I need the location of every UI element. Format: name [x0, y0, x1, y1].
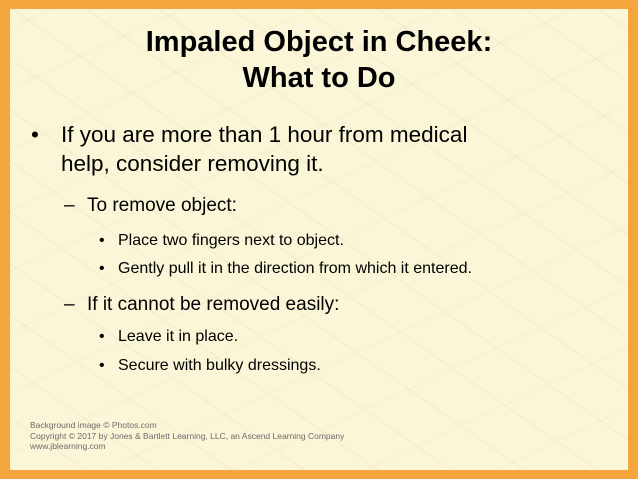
dash-marker: –: [64, 195, 75, 216]
sub-bullet-2: If it cannot be removed easily:: [87, 294, 340, 315]
footer-website: www.jblearning.com: [30, 441, 106, 451]
bullet-marker: •: [99, 328, 105, 345]
bullet-marker: •: [31, 122, 39, 147]
bullet-marker: •: [99, 232, 105, 249]
sub-item-2-1: Leave it in place.: [118, 328, 239, 345]
sub-bullet-1: To remove object:: [87, 195, 237, 216]
sub-item-1-1: Place two fingers next to object.: [118, 232, 344, 249]
bullet-marker: •: [99, 357, 105, 374]
footer-copyright: Copyright © 2017 by Jones & Bartlett Learning, LLC, an Ascend Learning Company: [30, 430, 345, 441]
slide-title-line-1: Impaled Object in Cheek:: [145, 26, 493, 58]
bullet-marker: •: [99, 260, 105, 277]
bullet-1-line-1: If you are more than 1 hour from medical: [61, 122, 468, 147]
sub-item-2-2: Secure with bulky dressings.: [118, 357, 321, 374]
slide-title-line-2: What to Do: [242, 62, 396, 94]
footer-image-credit: Background image © Photos.com: [30, 420, 157, 430]
sub-item-1-2: Gently pull it in the direction from which it entered.: [118, 260, 472, 277]
copyright-footer: [30, 420, 344, 452]
dash-marker: –: [64, 294, 75, 315]
bullet-1-line-2: help, consider removing it.: [61, 151, 324, 176]
